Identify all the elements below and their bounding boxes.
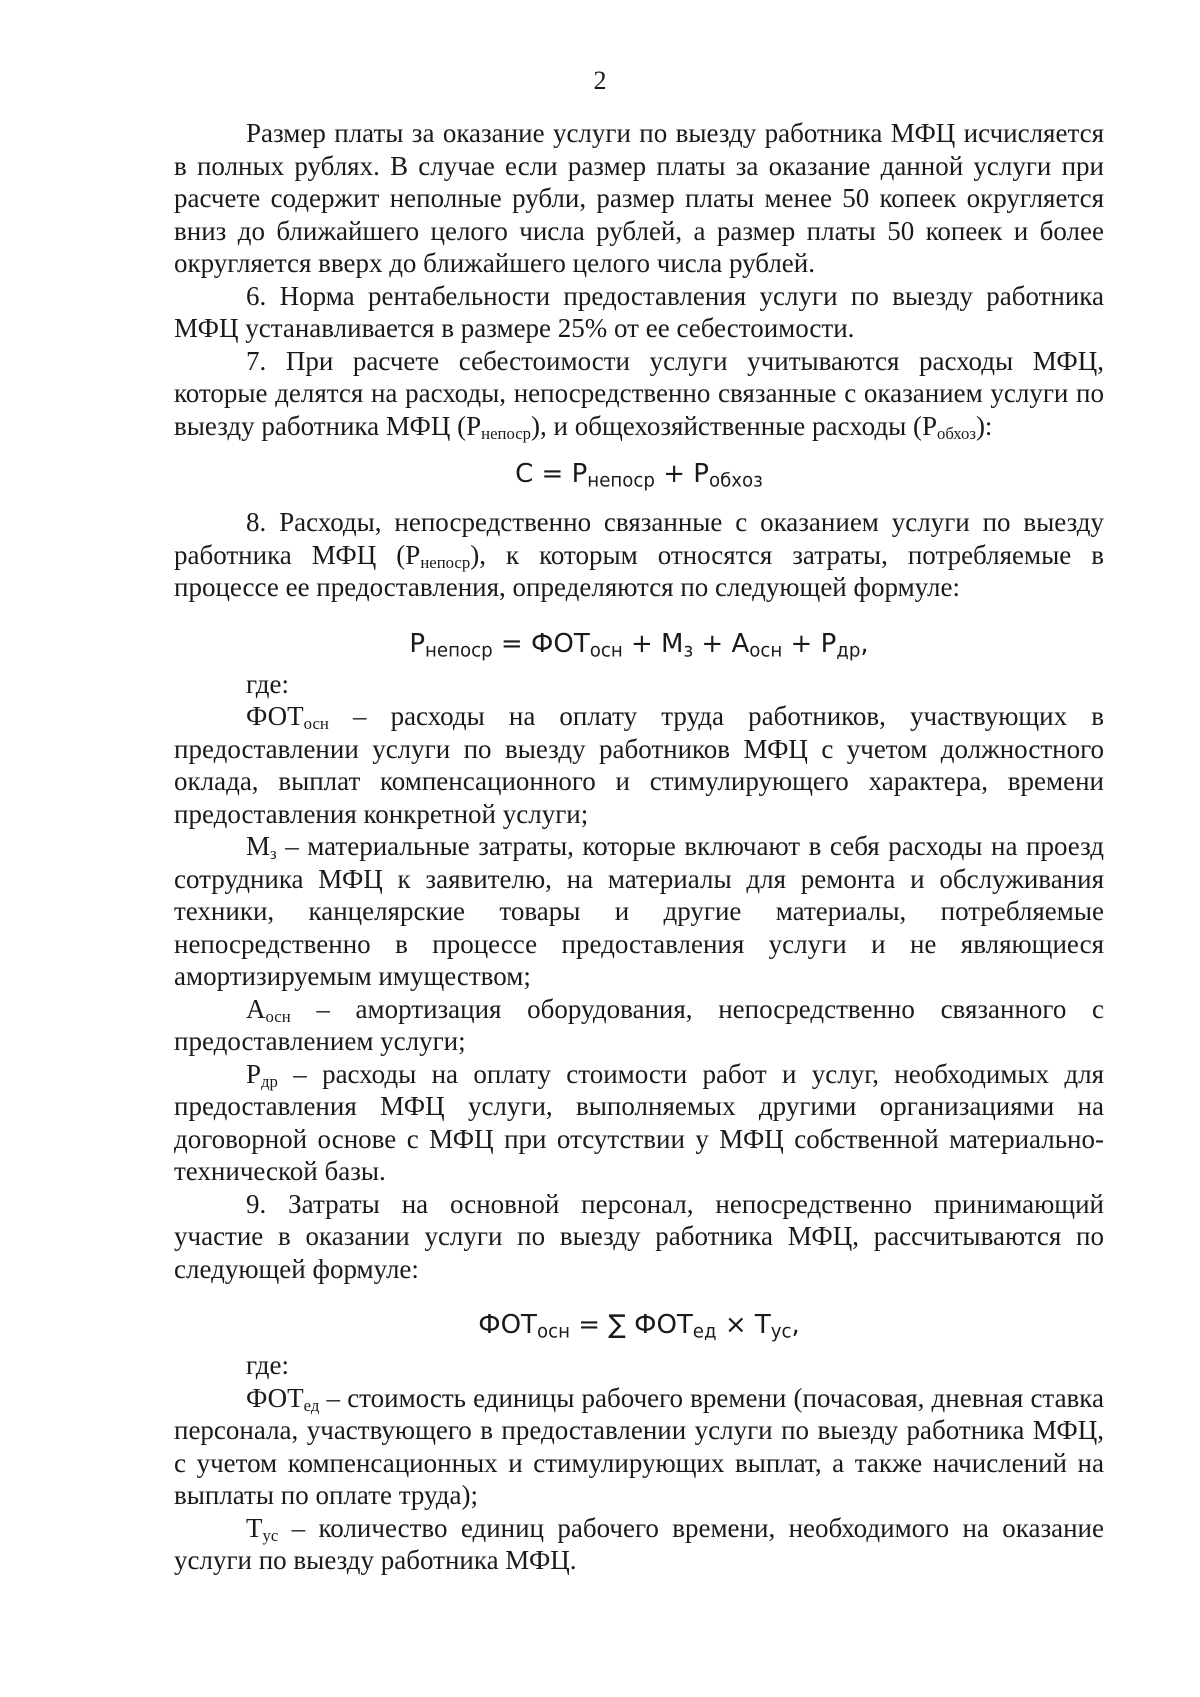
definition-mz: $М_з$ – материальные затраты, которые включают в себя расходы на проезд сотрудника МФЦ к заявителю, на материалы для ремонта и обслуживания техники, канцелярские товары и другие материалы, потребляемые непосредственно в процессе предоставления услуги и не являющиеся амортизируемым имуществом; <box>174 831 1104 991</box>
definition-fot-osn: $ФОТ_{осн}$ – расходы на оплату труда работников, участвующих в предоставлении услуги по выезду работников МФЦ с учетом должностного оклада, выплат компенсационного и стимулирующего характера, времени предоставления конкретной услуги; <box>174 701 1104 829</box>
item7-text-before: 7. При расчете себестоимости услуги учитываются расходы МФЦ, которые делятся на расходы, непосредственно связанные с оказанием услуги по выезду работника МФЦ (Р <box>174 345 1104 441</box>
paragraph-fee-rounding: Размер платы за оказание услуги по выезду работника МФЦ исчисляется в полных рублях. В случае если размер платы за оказание данной услуги при расчете содержит неполные рубли, размер платы менее 50 копеек округляется вниз до ближайшего целого числа рублей, а размер платы 50 копеек и более округляется вверх до ближайшего целого числа рублей. <box>174 118 1104 278</box>
document-body <box>174 117 1104 1577</box>
where-label-1: где: <box>246 668 289 699</box>
definition-tus: $Т_{ус}$ – количество единиц рабочего времени, необходимого на оказание услуги по выезду работника МФЦ. <box>174 1512 1104 1575</box>
formula-cost: $С = Р_{непоср} + Р_{обхоз}$ <box>515 459 763 492</box>
item7-text-mid: ), и общехозяйственные расходы (Р <box>531 410 937 441</box>
formula-direct-costs: $Р_{непоср} = ФОТ_{осн} + М_з + А_{осн} + Р_{др}$, <box>409 628 869 662</box>
item8-sub: непоср <box>420 552 471 572</box>
definition-aosn: $А_{осн}$ – амортизация оборудования, непосредственно связанного с предоставлением услуги; <box>174 993 1104 1056</box>
item7-text-end: ): <box>975 410 993 441</box>
definition-rdr: $Р_{др}$ – расходы на оплату стоимости работ и услуг, необходимых для предоставления МФЦ услуги, выполняемых другими организациями на договорной основе с МФЦ при отсутствии у МФЦ собственной материально-технической базы. <box>174 1058 1104 1186</box>
paragraph-item-6: 6. Норма рентабельности предоставления услуги по выезду работника МФЦ устанавливается в размере 25% от ее себестоимости. <box>174 280 1104 343</box>
item7-sub-obkhoz: обхоз <box>936 423 976 443</box>
item8-text-after: ), к которым относятся затраты, потребляемые в процессе ее предоставления, определяются по следующей формуле: <box>174 539 1104 602</box>
paragraph-item-9: 9. Затраты на основной персонал, непосредственно принимающий участие в оказании услуги по выезду работника МФЦ, рассчитываются по следующей формуле: <box>174 1188 1104 1284</box>
paragraph-item-7 <box>174 345 1104 443</box>
definition-fot-ed: $ФОТ_{ед}$ – стоимость единицы рабочего времени (почасовая, дневная ставка персонала, участвующего в предоставлении услуги по выезду работника МФЦ, с учетом компенсационных и стимулирующих выплат, а также начислений на выплаты по оплате труда); <box>174 1382 1104 1510</box>
formula-staff-costs: $ФОТ_{осн}$ = ∑ $ФОТ_{ед} \times Т_{ус}$, <box>478 1310 800 1343</box>
item8-text-before: 8. Расходы, непосредственно связанные с оказанием услуги по выезду работника МФЦ (Р <box>174 507 1104 570</box>
paragraph-item-8 <box>174 506 1104 604</box>
where-label-2: где: <box>246 1350 289 1380</box>
item7-sub-nepospr: непоср <box>481 423 532 443</box>
page-number: 2 <box>593 66 607 95</box>
